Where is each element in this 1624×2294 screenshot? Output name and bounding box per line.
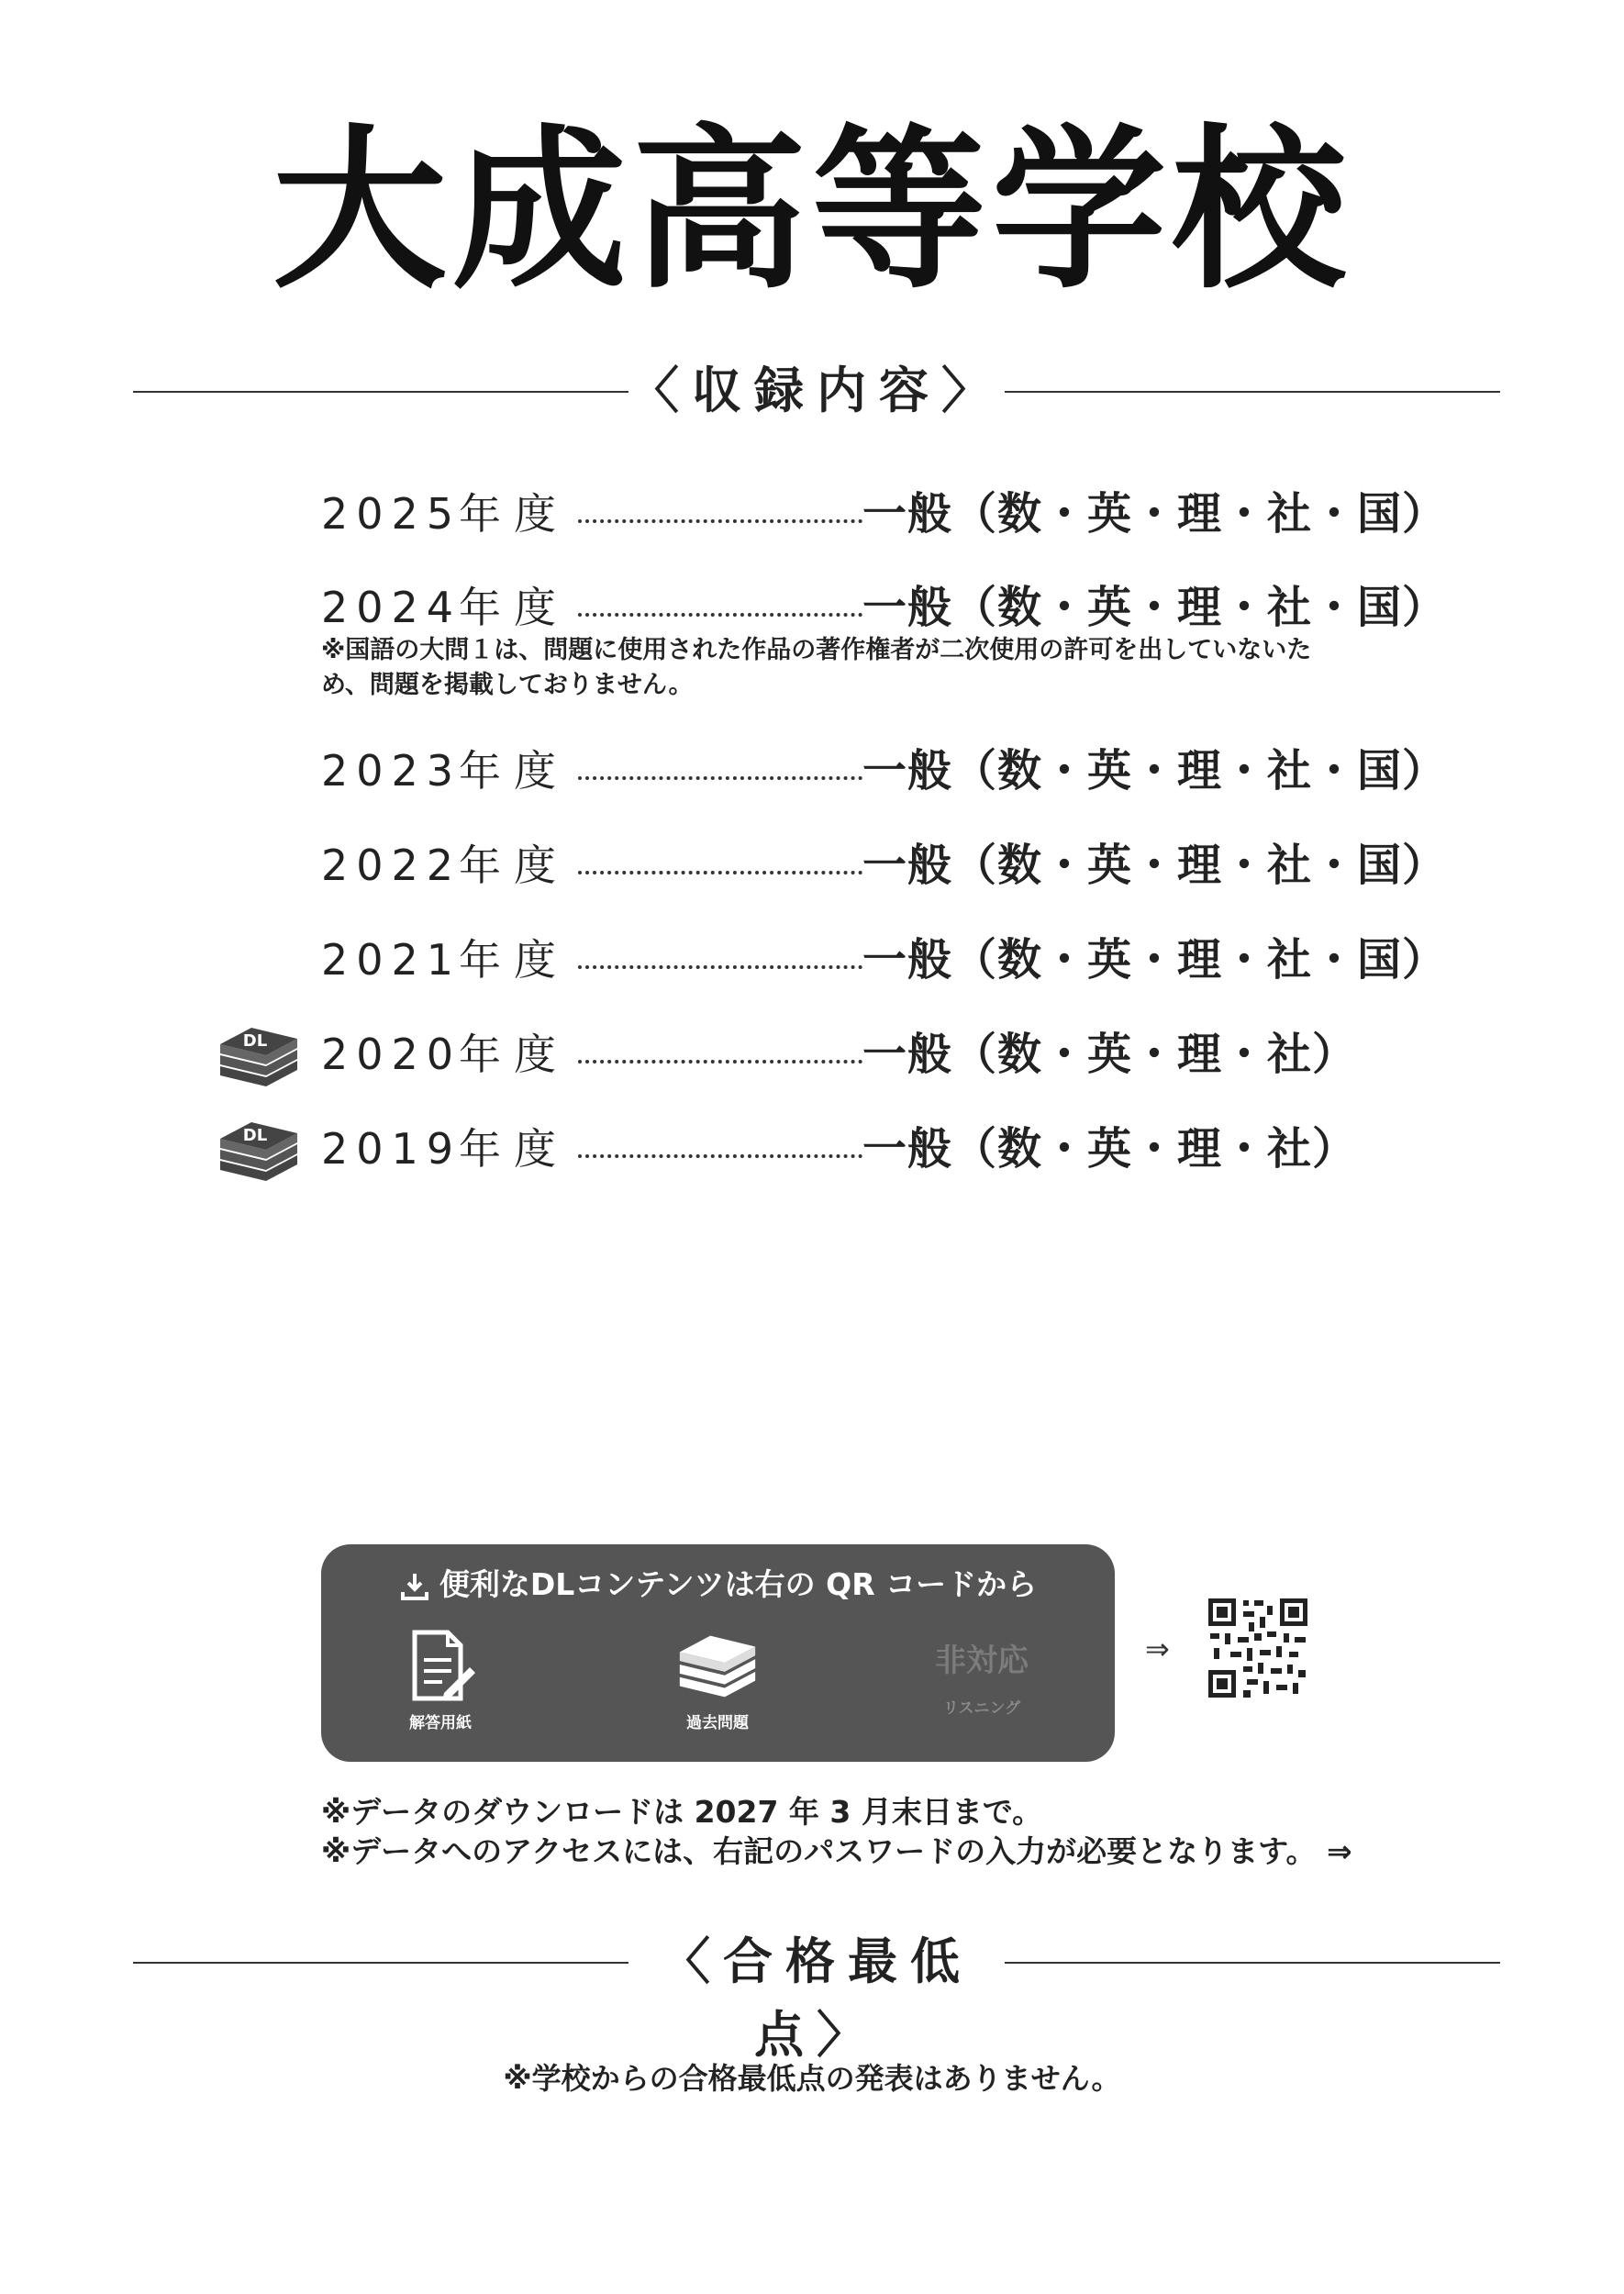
dl-books-icon	[213, 1020, 305, 1094]
leader-dots	[578, 871, 862, 874]
heading-rule-left	[133, 1962, 628, 1964]
dl-books-icon	[213, 1115, 305, 1188]
contents-row	[321, 1121, 1358, 1176]
row-year: 2020	[321, 1030, 462, 1079]
row-subjects: 一般（数・英・理・社・国）	[862, 934, 1448, 986]
row-nendo: 年度	[459, 841, 569, 890]
leader-dots	[578, 776, 862, 780]
row-nendo: 年度	[459, 489, 569, 539]
leader-dots	[578, 965, 862, 969]
leader-dots	[578, 1060, 862, 1063]
password-note: ※データへのアクセスには、右記のパスワードの入力が必要となります。 ⇒	[321, 1833, 1352, 1869]
books-icon	[673, 1629, 762, 1704]
dl-icon-label: DL	[242, 1126, 268, 1145]
contents-row	[321, 486, 1448, 541]
row-year: 2021	[321, 935, 462, 985]
row-nendo: 年度	[459, 746, 569, 796]
download-deadline-note: ※データのダウンロードは 2027 年 3 月末日まで。	[321, 1794, 1043, 1830]
qr-code-icon[interactable]	[1207, 1597, 1309, 1699]
leader-dots	[578, 519, 862, 523]
panel-title-text: 便利なDLコンテンツは右の QR コードから	[439, 1566, 1038, 1602]
row-subjects: 一般（数・英・理・社）	[862, 1029, 1358, 1080]
row-year: 2024	[321, 583, 462, 632]
passing-score-heading	[133, 1925, 1500, 2064]
download-icon	[399, 1571, 430, 1602]
row-nendo: 年度	[459, 1030, 569, 1079]
school-name: 大成高等学校	[272, 109, 1351, 312]
row-year: 2019	[321, 1124, 462, 1174]
feature-label: 過去問題	[686, 1714, 749, 1732]
feature-label: リスニング	[942, 1699, 1021, 1718]
passing-score-note: ※学校からの合格最低点の発表はありません。	[503, 2061, 1121, 2096]
contents-row	[321, 1027, 1358, 1082]
row-year: 2023	[321, 746, 462, 796]
dl-icon-label: DL	[242, 1031, 268, 1051]
answer-sheet-icon	[402, 1629, 479, 1704]
leader-dots	[578, 613, 862, 617]
contents-row	[321, 838, 1448, 893]
note-2024: ※国語の大問１は、問題に使用された作品の著作権者が二次使用の許可を出していないため、問題を掲載しておりません。	[321, 636, 1312, 699]
heading-rule-left	[133, 391, 628, 393]
heading-rule-right	[1005, 391, 1500, 393]
row-year: 2025	[321, 489, 462, 539]
dl-content-panel	[321, 1544, 1115, 1762]
listening-status: 非対応	[935, 1643, 1029, 1679]
feature-past-exams	[653, 1629, 782, 1732]
row-nendo: 年度	[459, 583, 569, 632]
feature-answer-sheet	[376, 1629, 505, 1732]
row-subjects: 一般（数・英・理・社）	[862, 1123, 1358, 1175]
qr-arrow: ⇒	[1145, 1631, 1170, 1666]
contents-heading	[133, 354, 1500, 428]
contents-heading-label: 〈収録内容〉	[629, 362, 1004, 419]
leader-dots	[578, 1154, 862, 1158]
row-nendo: 年度	[459, 1124, 569, 1174]
heading-rule-right	[1005, 1962, 1500, 1964]
panel-title	[321, 1561, 1115, 1604]
row-nendo: 年度	[459, 935, 569, 985]
row-year: 2022	[321, 841, 462, 890]
row-subjects: 一般（数・英・理・社・国）	[862, 745, 1448, 796]
feature-label: 解答用紙	[409, 1714, 472, 1732]
row-subjects: 一般（数・英・理・社・国）	[862, 488, 1448, 540]
feature-listening	[918, 1629, 1046, 1718]
row-subjects: 一般（数・英・理・社・国）	[862, 840, 1448, 891]
row-subjects: 一般（数・英・理・社・国）	[862, 582, 1448, 633]
contents-row	[321, 743, 1448, 798]
contents-row	[321, 580, 1448, 635]
passing-heading-label: 〈合格最低点〉	[661, 1932, 973, 2064]
contents-row	[321, 932, 1448, 987]
